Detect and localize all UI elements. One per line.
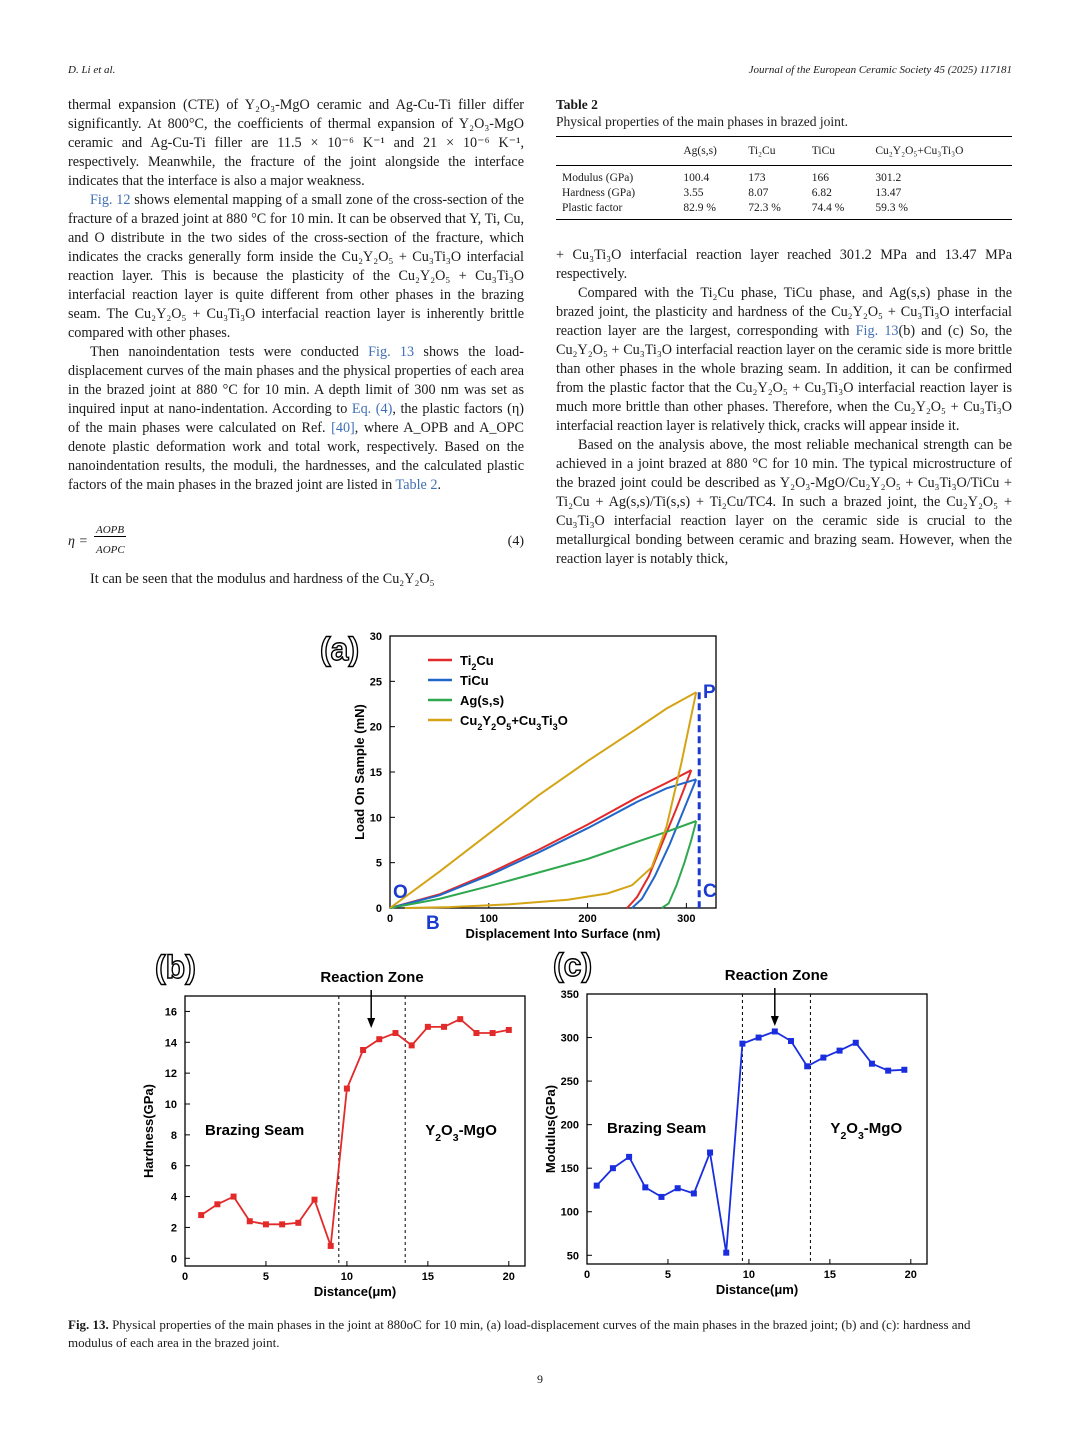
x-tick-label: 10 xyxy=(742,1269,756,1281)
legend-entry: $Ti_2Cu$ xyxy=(460,653,494,672)
data-point-marker xyxy=(642,1184,648,1190)
panel-label: (c) xyxy=(553,947,593,983)
equation-denominator: AOPC xyxy=(96,544,125,556)
profile-line xyxy=(597,1032,905,1253)
data-point-marker xyxy=(295,1220,301,1226)
paragraph: thermal expansion (CTE) of Y₂O₃-MgO ceramic and Ag-Cu-Ti filler differ significantly. At 800°C, the coefficients of thermal expansion of Y₂O₃-MgO ceramic and Ag-Cu-Ti filler are 11.5 × 10⁻⁶ K⁻¹ and 21 × 10⁻⁶ K⁻¹, respectively. Meanwhile, the fracture of the joint alongside the interface indicates that the interface is also a major weakness. xyxy=(68,97,524,189)
caption-text: Physical properties of the main phases in the joint at 880oC for 10 min, (a) load-displacement curves of the main phases in the brazed joint; (b) and (c): hardness and modulus of each area in the brazed joint. xyxy=(68,1317,971,1350)
x-tick-label: 0 xyxy=(583,1269,591,1281)
panel-b-chart xyxy=(141,949,525,1299)
figure-label: Fig. 13. xyxy=(68,1317,109,1332)
paragraph-text: shows elemental mapping of a small zone of the cross-section of the fracture of a brazed joint at 880 °C for 10 min. It can be observed that Y, Ti, Cu, and O distribute in the two sides of the cross-section of the fracture, which indicates the cracks generally form inside the Cu₂Y₂O₅ + Cu₃Ti₃O interfacial reaction layer. This is because the plasticity of the Cu₂Y₂O₅ + Cu₃Ti₃O interfacial reaction layer is quite different from other phases in the brazing seam. The Cu₂Y₂O₅ + Cu₃Ti₃O interfacial reaction layer is inherently brittle compared with other phases. xyxy=(68,192,524,341)
table-cell: 13.47 xyxy=(875,187,902,199)
data-point-marker xyxy=(691,1190,697,1196)
y-tick-label: 10 xyxy=(369,812,382,825)
x-tick-label: 5 xyxy=(262,1271,270,1283)
x-tick-label: 200 xyxy=(578,913,597,925)
y-tick-label: 5 xyxy=(375,857,382,870)
y-axis-title: Modulus(GPa) xyxy=(543,1084,558,1174)
data-point-marker xyxy=(263,1221,269,1227)
paragraph: + Cu₃Ti₃O interfacial reaction layer reached 301.2 MPa and 13.47 MPa respectively. xyxy=(556,247,1012,282)
table-header-cell: Cu₂Y₂O₅+Cu₃Ti₃O xyxy=(869,137,1012,166)
x-tick-label: 15 xyxy=(421,1271,434,1283)
annotation-b: B xyxy=(426,913,440,934)
legend-entry: $Cu_2Y_2O_5+Cu_3Ti_3O$ xyxy=(460,713,568,732)
x-axis-title: Distance(μm) xyxy=(715,1282,799,1297)
panel-label: (b) xyxy=(155,949,196,985)
table-cell: 301.2 xyxy=(875,172,902,184)
paragraph: Based on the analysis above, the most reliable mechanical strength can be achieved in a joint brazed at 880 °C for 10 min. The typical microstructure of the brazed joint could be described as Y₂O₃-MgO/Cu₂Y₂O₅ + Cu₃Ti₃O/TiCu + Ti₂Cu + Ag(s,s)/Ti(s,s) + Ti₂Cu/TC4. In such a brazed joint, the Cu₂Y₂O₅ + Cu₃Ti₃O interfacial reaction layer on the ceramic side is crucial to the metallurgical bonding between ceramic and brazing seam. However, when the reaction layer is notably thick, xyxy=(556,437,1012,567)
table-header-cell: Ti₂Cu xyxy=(742,137,806,166)
y-tick-label: 0 xyxy=(375,903,382,915)
data-point-marker xyxy=(772,1028,778,1034)
data-point-marker xyxy=(425,1024,431,1030)
data-point-marker xyxy=(392,1030,398,1036)
data-point-marker xyxy=(594,1183,600,1189)
y-tick-label: 14 xyxy=(164,1037,177,1050)
page-number: 9 xyxy=(537,1372,543,1386)
data-point-marker xyxy=(490,1030,496,1036)
y-tick-label: 10 xyxy=(164,1099,177,1111)
data-point-marker xyxy=(739,1041,745,1047)
y-tick-label: 25 xyxy=(369,676,382,689)
x-tick-label: 5 xyxy=(664,1269,672,1281)
equation-lhs: η = xyxy=(68,534,88,549)
y-tick-label: 20 xyxy=(369,721,382,734)
annotation-o: O xyxy=(393,882,408,903)
panel-c-chart xyxy=(543,947,927,1297)
panel-label: (a) xyxy=(320,631,360,667)
annotation-p: P xyxy=(703,682,716,703)
y-tick-label: 2 xyxy=(170,1222,177,1235)
reaction-zone-title: Reaction Zone xyxy=(320,969,424,986)
data-point-marker xyxy=(344,1086,350,1092)
data-point-marker xyxy=(328,1243,334,1249)
y-tick-label: 4 xyxy=(170,1191,177,1204)
table-cell: 6.82 xyxy=(811,187,832,199)
y-tick-label: 0 xyxy=(170,1253,177,1266)
data-point-marker xyxy=(457,1016,463,1022)
region-label-ceramic: $Y_2O_3$-MgO xyxy=(425,1122,497,1144)
data-point-marker xyxy=(626,1154,632,1160)
panel-a-chart xyxy=(320,631,717,941)
data-point-marker xyxy=(675,1185,681,1191)
table-cell: 173 xyxy=(748,172,766,184)
paragraph-text: , where A_OPB and A_OPC denote plastic deformation work and total work, respectively. Based on the nanoindentation results, the moduli, the hardnesses, and the calculated plastic factors of the main phases in the brazed joint are listed in xyxy=(68,420,525,493)
table-cell: 82.9 % xyxy=(677,201,742,220)
series-loading-curve xyxy=(390,779,696,908)
table-cell: 8.07 xyxy=(748,187,769,199)
data-point-marker xyxy=(804,1063,810,1069)
paragraph-text: (b) and (c) So, the Cu₂Y₂O₅ + Cu₃Ti₃O interfacial reaction layer on the ceramic side is more brittle than other phases in the whole brazing seam. In addition, it can be confirmed from the plastic factor that the Cu₂Y₂O₅ + Cu₃Ti₃O interfacial reaction layer is much more brittle than other phases. Therefore, when the Cu₂Y₂O₅ + Cu₃Ti₃O interfacial reaction layer is relatively thick, cracks will appear inside it. xyxy=(556,323,1013,434)
data-point-marker xyxy=(312,1197,318,1203)
equation-number: (4) xyxy=(507,534,524,549)
y-tick-label: 12 xyxy=(164,1068,177,1081)
data-point-marker xyxy=(506,1027,512,1033)
plot-frame xyxy=(390,636,716,908)
reaction-zone-arrowhead xyxy=(771,1016,779,1026)
x-tick-label: 20 xyxy=(904,1269,917,1281)
table-cell: 72.3 % xyxy=(742,201,806,220)
paragraph: It can be seen that the modulus and hardness of the Cu₂Y₂O₅ xyxy=(90,571,435,587)
y-tick-label: 8 xyxy=(170,1129,177,1142)
paragraph-text: . xyxy=(437,477,442,493)
data-point-marker xyxy=(473,1030,479,1036)
table-label: Table 2 xyxy=(556,97,598,112)
data-point-marker xyxy=(441,1024,447,1030)
legend-entry: Ag(s,s) xyxy=(460,693,505,708)
x-axis-title: Displacement Into Surface (nm) xyxy=(465,926,661,941)
reaction-zone-arrowhead xyxy=(367,1018,375,1028)
equation-link[interactable]: Eq. (4) xyxy=(351,401,393,417)
data-point-marker xyxy=(247,1218,253,1224)
data-point-marker xyxy=(885,1068,891,1074)
data-point-marker xyxy=(610,1165,616,1171)
data-point-marker xyxy=(707,1150,713,1156)
data-point-marker xyxy=(723,1250,729,1256)
y-tick-label: 50 xyxy=(566,1250,579,1263)
data-point-marker xyxy=(901,1067,907,1073)
table-header-cell: TiCu xyxy=(806,137,870,166)
y-tick-label: 150 xyxy=(560,1163,579,1176)
table-cell: 3.55 xyxy=(683,187,704,199)
table-cell: 74.4 % xyxy=(806,201,870,220)
equation-numerator: AOPB xyxy=(96,524,125,536)
y-tick-label: 350 xyxy=(560,989,579,1001)
region-label-ceramic: $Y_2O_3$-MgO xyxy=(830,1120,903,1142)
table-cell: 166 xyxy=(811,172,830,184)
running-header-journal: Journal of the European Ceramic Society 45 (2025) 117181 xyxy=(748,64,1012,76)
data-point-marker xyxy=(376,1036,382,1042)
x-tick-label: 20 xyxy=(502,1271,515,1283)
paragraph-text: , the plastic factors (η) of the main phases were calculated on Ref. xyxy=(68,401,524,436)
y-tick-label: 15 xyxy=(369,767,382,779)
annotation-c: C xyxy=(703,881,717,902)
y-tick-label: 300 xyxy=(560,1032,579,1045)
x-axis-title: Distance(μm) xyxy=(313,1284,397,1299)
data-point-marker xyxy=(837,1048,843,1054)
paragraph-text: Compared with the Ti₂Cu phase, TiCu phase, and Ag(s,s) phase in the brazed joint, the plasticity and hardness of the Cu₂Y₂O₅ + Cu₃Ti₃O interfacial reaction layer are the largest, corresponding with xyxy=(556,285,1012,339)
data-point-marker xyxy=(756,1035,762,1041)
paragraph-text: Then nanoindentation tests were conducted xyxy=(90,344,369,360)
table-cell: 59.3 % xyxy=(869,201,1012,220)
data-point-marker xyxy=(869,1061,875,1067)
region-label-brazing-seam: Brazing Seam xyxy=(607,1120,707,1137)
data-point-marker xyxy=(853,1040,859,1046)
table-cell: Modulus (GPa) xyxy=(562,172,634,184)
table-cell: Hardness (GPa) xyxy=(562,187,636,199)
paragraph-text: shows the load-displacement curves of the main phases and the physical properties of each area in the brazed joint at 880 °C for 10 min. A depth limit of 300 nm was set as inquired input at nano-indentation. According to xyxy=(68,344,524,417)
y-tick-label: 30 xyxy=(369,631,382,643)
y-tick-label: 100 xyxy=(560,1206,579,1219)
data-point-marker xyxy=(198,1212,204,1218)
x-tick-label: 300 xyxy=(677,913,696,925)
table-cell: 100.4 xyxy=(683,172,710,184)
y-axis-title: Hardness(GPa) xyxy=(141,1084,156,1178)
running-header-authors: D. Li et al. xyxy=(68,64,116,76)
reference-link[interactable]: [40] xyxy=(331,420,355,436)
table-header-cell: Ag(s,s) xyxy=(677,137,742,166)
data-point-marker xyxy=(279,1221,285,1227)
data-point-marker xyxy=(788,1038,794,1044)
table-title: Physical properties of the main phases in brazed joint. xyxy=(556,114,849,129)
y-tick-label: 16 xyxy=(164,1006,177,1019)
x-tick-label: 0 xyxy=(181,1271,189,1283)
table-link[interactable]: Table 2 xyxy=(395,477,438,493)
data-point-marker xyxy=(409,1042,415,1048)
y-axis-title: Load On Sample (mN) xyxy=(352,704,367,840)
data-point-marker xyxy=(658,1194,664,1200)
y-tick-label: 200 xyxy=(560,1119,579,1132)
table-cell: Plastic factor xyxy=(556,201,677,220)
y-tick-label: 6 xyxy=(170,1160,177,1173)
x-tick-label: 100 xyxy=(479,913,498,925)
data-point-marker xyxy=(214,1201,220,1207)
data-point-marker xyxy=(820,1055,826,1061)
figure-caption xyxy=(68,1316,1012,1352)
figure-link[interactable]: Fig. 13 xyxy=(368,344,415,360)
x-tick-label: 0 xyxy=(386,913,394,925)
x-tick-label: 10 xyxy=(340,1271,354,1283)
region-label-brazing-seam: Brazing Seam xyxy=(205,1122,305,1139)
figure-link[interactable]: Fig. 13 xyxy=(855,323,899,339)
legend-entry: TiCu xyxy=(460,673,489,688)
y-tick-label: 250 xyxy=(560,1076,579,1089)
x-tick-label: 15 xyxy=(823,1269,836,1281)
reaction-zone-title: Reaction Zone xyxy=(724,967,829,984)
figure-link[interactable]: Fig. 12 xyxy=(90,192,131,208)
data-point-marker xyxy=(231,1194,237,1200)
data-point-marker xyxy=(360,1047,366,1053)
